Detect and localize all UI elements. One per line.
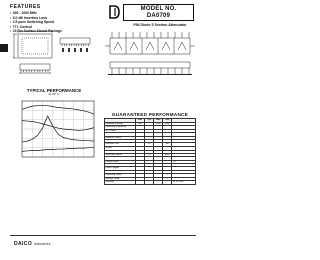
package-outline-drawing	[10, 30, 100, 78]
table-body	[105, 122, 196, 184]
table-cell: 24 Pin SMT	[172, 181, 196, 185]
schematic-diagram	[104, 30, 196, 82]
model-number: DA0709	[146, 13, 171, 19]
model-label: MODEL NO.	[140, 6, 177, 12]
product-title: PIN Diode 5 Section Attenuator	[133, 23, 187, 27]
table-cell	[135, 181, 144, 185]
guaranteed-performance-title: GUARANTEED PERFORMANCE	[111, 112, 189, 117]
chart-grid	[22, 101, 94, 157]
chart-series-line-4	[22, 148, 94, 152]
footer-divider	[10, 235, 196, 236]
feature-item: ▪ 300 - 1000 MHz	[10, 11, 88, 16]
table-header-cell: Min	[135, 119, 144, 123]
table-cell: RF Control	[105, 129, 136, 133]
features-title: FEATURES	[10, 4, 41, 10]
typical-performance-chart	[14, 97, 98, 163]
typical-performance-title: TYPICAL PERFORMANCE	[26, 88, 82, 93]
table-cell: 5.0	[145, 143, 154, 147]
table-cell: 300	[135, 122, 144, 126]
chart-series-line-1	[22, 105, 94, 114]
brand-wordmark: DAICO	[14, 241, 33, 247]
table-cell: µsec	[163, 153, 172, 157]
table-cell: Operating Frequency	[105, 126, 136, 130]
feature-item: ▪ 5.0 dB Insertion Loss	[10, 16, 88, 21]
table-cell: °C	[163, 177, 172, 181]
table-cell: Storage Temp.	[105, 177, 136, 181]
table-cell	[163, 181, 172, 185]
table-cell: Frequency Range	[105, 122, 136, 126]
table-cell: Switching Speed	[105, 153, 136, 157]
feature-item: ▪ 24 Pin Surface Mount Package	[10, 29, 88, 34]
brand-name	[14, 241, 51, 247]
table-cell: Operating Temp.	[105, 174, 136, 178]
table-header-cell: Max	[154, 119, 163, 123]
table-cell: 1000	[154, 122, 163, 126]
guaranteed-performance-table	[104, 118, 196, 185]
table-cell: TTL	[172, 160, 196, 164]
table-cell: Insertion Loss	[105, 143, 136, 147]
feature-item: ▪ TTL Control	[10, 25, 88, 30]
table-cell: Package	[105, 181, 136, 185]
table-header-cell: Unit	[163, 119, 172, 123]
table-cell: Nominal Control	[105, 136, 136, 140]
brand-subtitle: Industries	[33, 242, 51, 246]
table-cell: 2.5	[145, 153, 154, 157]
table-cell: VSWR	[105, 146, 136, 150]
table-cell: °C	[163, 174, 172, 178]
table-cell: Power Supply	[105, 167, 136, 171]
model-number-box	[123, 4, 194, 21]
table-header-cell: Typ	[145, 119, 154, 123]
table-cell: Control Input	[105, 160, 136, 164]
chart-series-group	[22, 105, 94, 151]
table-cell: MHz	[163, 122, 172, 126]
table-cell: dB	[163, 143, 172, 147]
daico-logo-icon	[108, 4, 121, 20]
table-row	[105, 181, 196, 185]
feature-item: ▪ 2.5 µsec Switching Speed	[10, 20, 88, 25]
table-cell	[145, 181, 154, 185]
table-cell	[154, 181, 163, 185]
section-tab	[0, 44, 8, 52]
typical-performance-subtitle: at 25° C	[48, 92, 60, 96]
